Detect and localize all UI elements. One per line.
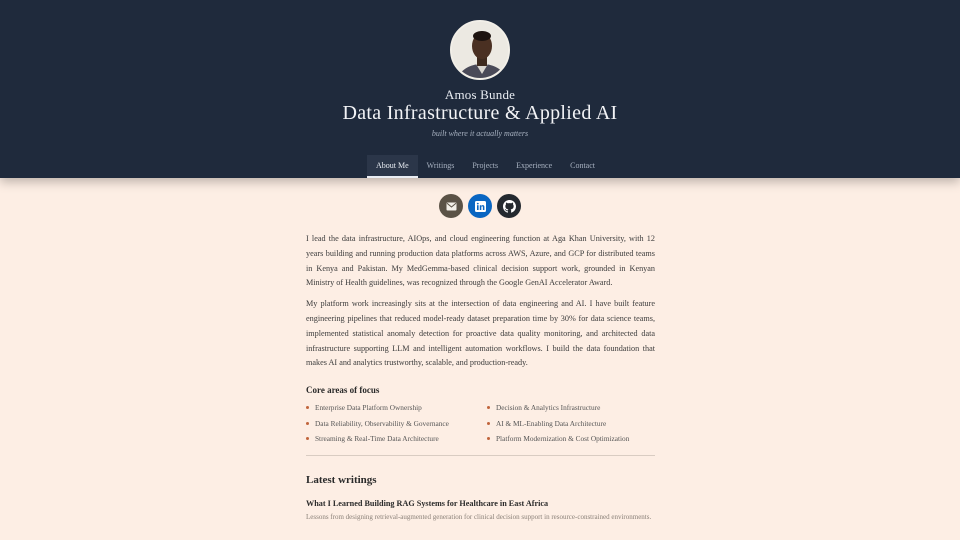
focus-item-label: Decision & Analytics Infrastructure: [496, 403, 601, 413]
main-nav: [367, 155, 604, 178]
focus-item-label: Streaming & Real-Time Data Architecture: [315, 434, 439, 444]
focus-item-label: Platform Modernization & Cost Optimization: [496, 434, 630, 444]
about-paragraph-2: My platform work increasingly sits at the intersection of data engineering and AI. I have built feature engineering pipelines that reduced model-ready dataset preparation time by 30% for data science teams, implemented statistical anomaly detection for proactive data quality monitoring, and architected data infrastructure supporting LLM and intelligent automation workflows. I build the data foundation that makes AI and analytics trustworthy, scalable, and production-ready.: [306, 299, 655, 368]
post-title-link[interactable]: What I Learned Building RAG Systems for Healthcare in East Africa: [306, 498, 549, 508]
avatar: [450, 20, 510, 80]
tagline: built where it actually matters: [431, 129, 529, 138]
linkedin-link[interactable]: [468, 194, 492, 218]
bullet-icon: [487, 422, 490, 425]
focus-item-label: AI & ML-Enabling Data Architecture: [496, 418, 607, 428]
focus-item: [306, 402, 487, 414]
focus-heading: Core areas of focus: [306, 385, 380, 396]
bullet-icon: [306, 422, 309, 425]
main-content: [306, 232, 655, 521]
profile-name: Amos Bunde: [444, 87, 516, 102]
focus-item: [487, 402, 655, 414]
focus-item: [306, 418, 487, 430]
nav-projects[interactable]: Projects: [472, 161, 499, 170]
github-link[interactable]: [497, 194, 521, 218]
email-link[interactable]: [439, 194, 463, 218]
focus-list: [306, 402, 655, 445]
bullet-icon: [306, 406, 309, 409]
bullet-icon: [487, 437, 490, 440]
page-title: Data Infrastructure & Applied AI: [342, 102, 618, 124]
bullet-icon: [487, 406, 490, 409]
divider: [306, 455, 655, 456]
focus-item: [487, 433, 655, 445]
focus-item: [306, 433, 487, 445]
avatar-photo: [452, 22, 510, 80]
mail-icon: [446, 202, 457, 211]
site-header: [0, 0, 960, 178]
about-paragraph-1: I lead the data infrastructure, AIOps, and cloud engineering function at Aga Khan University, with 12 years building and running production data platforms across AWS, Azure, and GCP for distributed teams in Kenya and Pakistan. My MedGemma-based clinical decision support work, grounded in Kenyan Ministry of Health guidelines, was recognized through the Google GenAI Accelerator Award.: [306, 234, 655, 288]
nav-about-me[interactable]: About Me: [367, 155, 418, 178]
focus-item-label: Enterprise Data Platform Ownership: [315, 403, 422, 413]
bullet-icon: [306, 437, 309, 440]
social-links: [439, 194, 521, 218]
github-icon: [503, 200, 516, 213]
writings-heading: Latest writings: [306, 473, 377, 486]
nav-contact[interactable]: Contact: [570, 161, 596, 170]
linkedin-icon: [475, 201, 486, 212]
focus-item-label: Data Reliability, Observability & Governance: [315, 418, 449, 428]
nav-writings[interactable]: Writings: [426, 161, 455, 170]
focus-item: [487, 418, 655, 430]
post-description: Lessons from designing retrieval-augmented generation for clinical decision support in resource-constrained environments.: [306, 512, 652, 521]
nav-experience[interactable]: Experience: [516, 161, 553, 170]
